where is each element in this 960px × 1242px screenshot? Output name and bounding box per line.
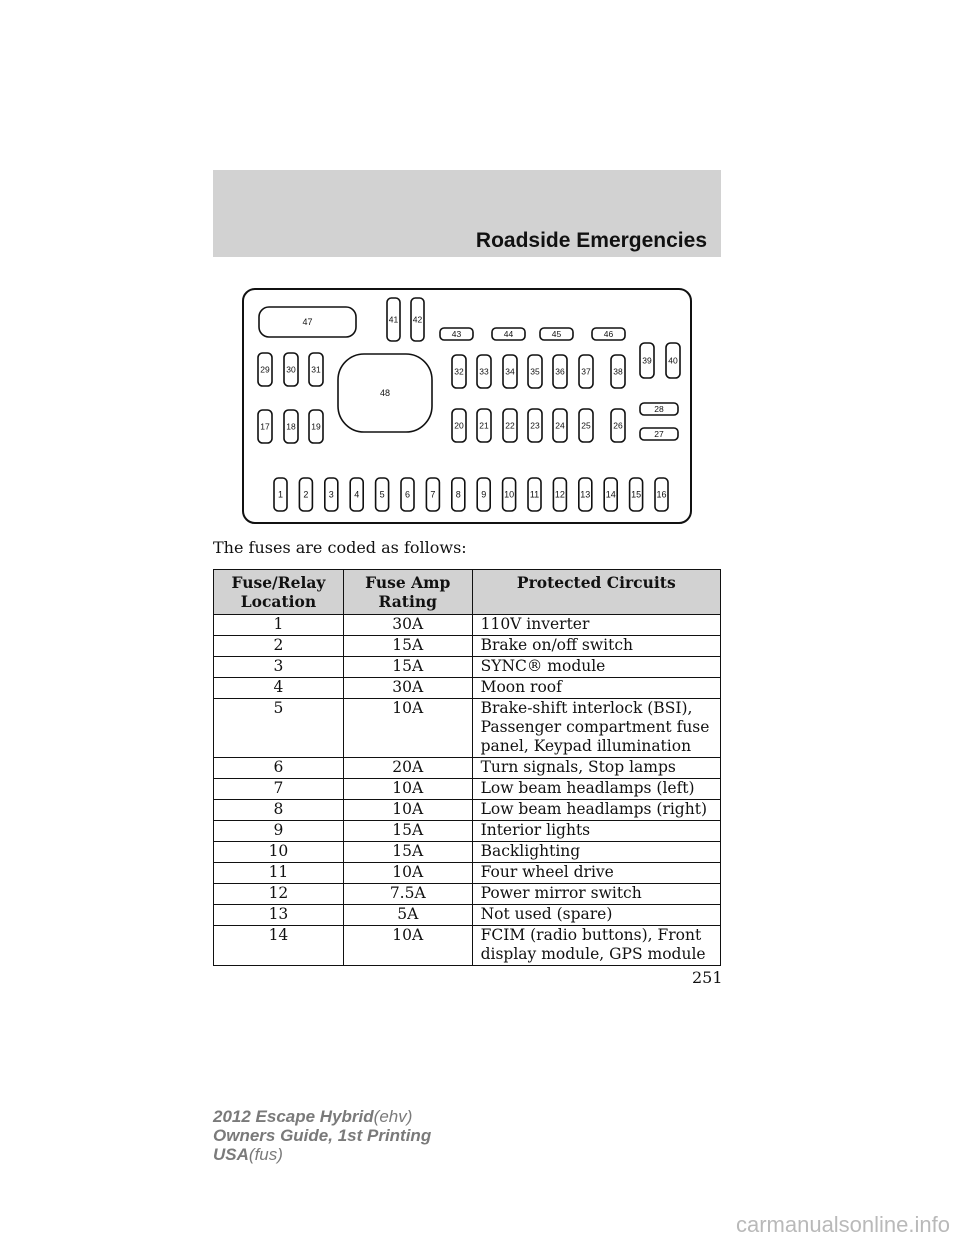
cell-location: 9 [214, 821, 344, 842]
fuse-label: 33 [479, 366, 489, 377]
cell-amp-rating: 15A [343, 821, 472, 842]
fuse-label: 14 [605, 489, 616, 500]
cell-protected-circuits: Not used (spare) [472, 905, 720, 926]
fuse-2 [299, 478, 312, 511]
fuse-label: 3 [328, 489, 334, 500]
fuse-label: 12 [554, 489, 565, 500]
cell-protected-circuits: Low beam headlamps (left) [472, 779, 720, 800]
fuse-label: 32 [454, 366, 464, 377]
fuse-label: 36 [555, 366, 565, 377]
fuse-9 [477, 478, 490, 511]
fuse-label: 34 [505, 366, 515, 377]
cell-location: 1 [214, 615, 344, 636]
footer-market-code: (fus) [248, 1145, 283, 1164]
fuse-label: 40 [668, 355, 678, 366]
fuse-label: 37 [581, 366, 591, 377]
cell-location: 13 [214, 905, 344, 926]
fuse-label: 24 [555, 420, 565, 431]
intro-text: The fuses are coded as follows: [213, 538, 467, 557]
fuse-panel-svg [242, 288, 692, 524]
table-row [214, 678, 721, 699]
fuse-29 [258, 353, 272, 386]
page-number: 251 [692, 968, 723, 987]
cell-amp-rating: 10A [343, 779, 472, 800]
fuse-panel-diagram [242, 288, 692, 524]
cell-protected-circuits: Moon roof [472, 678, 720, 699]
fuse-38 [611, 355, 625, 388]
cell-location: 12 [214, 884, 344, 905]
footer-line-2 [213, 1126, 431, 1145]
fuse-label: 16 [656, 489, 667, 500]
fuse-41 [387, 298, 400, 341]
cell-protected-circuits: Brake on/off switch [472, 636, 720, 657]
fuse-label: 30 [286, 364, 296, 375]
fuse-label: 48 [379, 388, 391, 399]
fuse-label: 27 [654, 428, 664, 439]
cell-amp-rating: 5A [343, 905, 472, 926]
section-header-band [213, 170, 721, 257]
cell-amp-rating: 30A [343, 678, 472, 699]
cell-protected-circuits: Turn signals, Stop lamps [472, 758, 720, 779]
fuse-27 [640, 428, 678, 440]
document-footer [213, 1107, 431, 1164]
table-header-row [214, 570, 721, 615]
fuse-label: 46 [603, 328, 614, 339]
fuse-label: 23 [530, 420, 540, 431]
fuse-40 [666, 343, 680, 378]
fuse-label: 47 [302, 317, 313, 328]
fuse-label: 4 [354, 489, 360, 500]
fuse-label: 44 [503, 328, 514, 339]
header-protected-circuits: Protected Circuits [472, 570, 720, 615]
relay-48 [338, 354, 432, 432]
cell-protected-circuits: Backlighting [472, 842, 720, 863]
fuse-label: 10 [504, 489, 515, 500]
cell-location: 11 [214, 863, 344, 884]
fuse-15 [630, 478, 643, 511]
cell-amp-rating: 10A [343, 863, 472, 884]
cell-location: 6 [214, 758, 344, 779]
fuse-label: 21 [479, 420, 489, 431]
cell-amp-rating: 30A [343, 615, 472, 636]
cell-amp-rating: 10A [343, 926, 472, 966]
watermark: carmanualsonline.info [735, 1212, 950, 1237]
fuse-18 [284, 410, 298, 443]
cell-amp-rating: 15A [343, 636, 472, 657]
table-row [214, 863, 721, 884]
fuse-1 [274, 478, 287, 511]
fuse-13 [579, 478, 592, 511]
cell-protected-circuits: FCIM (radio buttons), Front display module, GPS module [472, 926, 720, 966]
footer-model-code: (ehv) [373, 1107, 413, 1126]
cell-location: 10 [214, 842, 344, 863]
fuse-label: 9 [481, 489, 487, 500]
fuse-42 [411, 298, 424, 341]
cell-location: 5 [214, 699, 344, 758]
fuse-3 [325, 478, 338, 511]
cell-protected-circuits: Brake-shift interlock (BSI), Passenger compartment fuse panel, Keypad illumination [472, 699, 720, 758]
cell-protected-circuits: Low beam headlamps (right) [472, 800, 720, 821]
cell-amp-rating: 7.5A [343, 884, 472, 905]
fuse-34 [503, 355, 517, 388]
cell-location: 14 [214, 926, 344, 966]
fuse-33 [477, 355, 491, 388]
cell-protected-circuits: Four wheel drive [472, 863, 720, 884]
fuse-23 [528, 409, 542, 442]
fuse-36 [553, 355, 567, 388]
cell-amp-rating: 15A [343, 842, 472, 863]
cell-protected-circuits: Power mirror switch [472, 884, 720, 905]
fuse-label: 25 [581, 420, 591, 431]
fuse-32 [452, 355, 466, 388]
fuse-label: 19 [311, 421, 321, 432]
fuse-7 [426, 478, 439, 511]
fuse-label: 5 [379, 489, 385, 500]
cell-location: 4 [214, 678, 344, 699]
cell-location: 8 [214, 800, 344, 821]
fuse-46 [592, 328, 625, 340]
fuse-17 [258, 410, 272, 443]
header-location: Fuse/Relay Location [214, 570, 344, 615]
fuse-37 [579, 355, 593, 388]
fuse-4 [350, 478, 363, 511]
fuse-label: 28 [654, 403, 664, 414]
table-row [214, 636, 721, 657]
cell-amp-rating: 10A [343, 800, 472, 821]
fuse-10 [503, 478, 516, 511]
fuse-label: 6 [404, 489, 411, 500]
fuse-26 [611, 409, 625, 442]
table-row [214, 842, 721, 863]
fuse-label: 38 [613, 366, 623, 377]
footer-model: 2012 Escape Hybrid [213, 1107, 374, 1126]
fuse-21 [477, 409, 491, 442]
fuse-35 [528, 355, 542, 388]
table-row [214, 884, 721, 905]
fuse-39 [640, 343, 654, 378]
cell-location: 2 [214, 636, 344, 657]
cell-protected-circuits: Interior lights [472, 821, 720, 842]
table-row [214, 800, 721, 821]
relay-47 [259, 307, 356, 337]
fuse-label: 31 [311, 364, 321, 375]
fuse-label: 39 [642, 355, 652, 366]
fuse-44 [492, 328, 525, 340]
cell-amp-rating: 20A [343, 758, 472, 779]
fuse-5 [376, 478, 389, 511]
fuse-20 [452, 409, 466, 442]
cell-amp-rating: 15A [343, 657, 472, 678]
fuse-12 [553, 478, 566, 511]
fuse-16 [655, 478, 668, 511]
fuse-label: 18 [286, 421, 296, 432]
table-row [214, 615, 721, 636]
table-row [214, 657, 721, 678]
fuse-label: 11 [529, 489, 540, 500]
fuse-label: 20 [454, 420, 464, 431]
table-row [214, 926, 721, 966]
table-row [214, 779, 721, 800]
fuse-label: 17 [260, 421, 270, 432]
table-row [214, 758, 721, 779]
fuse-label: 7 [430, 489, 436, 500]
fuse-label: 15 [631, 489, 642, 500]
fuse-label: 8 [455, 489, 461, 500]
fuse-45 [540, 328, 573, 340]
fuse-label: 35 [530, 366, 540, 377]
fuse-label: 41 [388, 314, 399, 325]
table-row [214, 905, 721, 926]
fuse-label: 43 [451, 328, 462, 339]
table-row [214, 821, 721, 842]
cell-protected-circuits: SYNC® module [472, 657, 720, 678]
cell-amp-rating: 10A [343, 699, 472, 758]
fuse-22 [503, 409, 517, 442]
header-amp-rating: Fuse Amp Rating [343, 570, 472, 615]
fuse-30 [284, 353, 298, 386]
fuse-6 [401, 478, 414, 511]
footer-line-3 [213, 1145, 431, 1164]
fuse-label: 22 [505, 420, 515, 431]
section-title: Roadside Emergencies [475, 229, 707, 252]
fuse-24 [553, 409, 567, 442]
table-row [214, 699, 721, 758]
cell-location: 3 [214, 657, 344, 678]
footer-line-1 [213, 1107, 431, 1126]
cell-protected-circuits: 110V inverter [472, 615, 720, 636]
fuse-label: 2 [303, 489, 309, 500]
fuse-table-body [214, 615, 721, 966]
footer-market: USA [213, 1145, 249, 1164]
fuse-label: 29 [260, 364, 270, 375]
fuse-43 [440, 328, 473, 340]
fuse-28 [640, 403, 678, 415]
fuse-19 [309, 410, 323, 443]
fuse-14 [604, 478, 617, 511]
fuse-label: 26 [613, 420, 623, 431]
fuse-label: 45 [551, 328, 562, 339]
footer-printing: Owners Guide, 1st Printing [213, 1126, 432, 1145]
fuse-table [213, 569, 721, 966]
fuse-8 [452, 478, 465, 511]
fuse-25 [579, 409, 593, 442]
fuse-11 [528, 478, 541, 511]
cell-location: 7 [214, 779, 344, 800]
fuse-31 [309, 353, 323, 386]
fuse-label: 42 [412, 314, 423, 325]
fuse-label: 13 [580, 489, 591, 500]
fuse-label: 1 [277, 489, 284, 500]
